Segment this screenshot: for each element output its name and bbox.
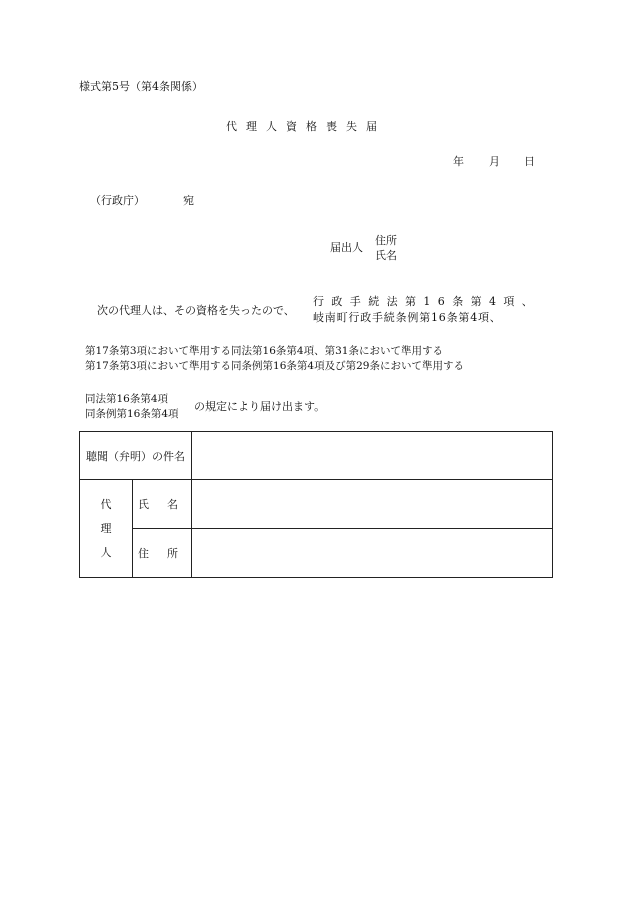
name-label-char-1: 氏 <box>138 498 149 511</box>
agent-name-row <box>80 480 553 529</box>
hearing-label: 聴聞（弁明）の件名 <box>80 432 192 480</box>
agent-info-table <box>79 431 553 578</box>
form-number: 様式第5号（第4条関係） <box>79 80 203 93</box>
month-label: 月 <box>489 155 500 168</box>
name-label-char-2: 名 <box>167 498 178 511</box>
hearing-row <box>80 432 553 480</box>
address-label <box>133 529 192 578</box>
closing-text: の規定により届け出ます。 <box>194 400 326 413</box>
day-label: 日 <box>524 155 535 168</box>
law-line-2: 岐南町行政手続条例第16条第4項、 <box>313 311 502 324</box>
agent-name-value[interactable] <box>192 480 553 529</box>
name-label <box>133 480 192 529</box>
document-title: 代理人資格喪失届 <box>226 120 386 133</box>
agent-label <box>80 480 133 578</box>
year-label: 年 <box>453 155 464 168</box>
applicant-label: 届出人 <box>330 241 363 254</box>
addressee-agency: （行政庁） <box>90 194 145 207</box>
agent-label-char-2: 理 <box>100 521 112 535</box>
agent-label-char-3: 人 <box>100 545 112 559</box>
address-label-char-2: 所 <box>167 547 178 560</box>
law-line-1: 行政手続法第16条第4項、 <box>313 295 541 308</box>
agent-address-value[interactable] <box>192 529 553 578</box>
agent-label-char-1: 代 <box>100 497 112 511</box>
hearing-value[interactable] <box>192 432 553 480</box>
ref-line-2: 同条例第16条第4項 <box>85 408 179 420</box>
address-label-char-1: 住 <box>138 547 149 560</box>
applicant-address-label: 住所 <box>375 234 397 247</box>
agent-address-row <box>80 529 553 578</box>
body-line-3: 第17条第3項において準用する同法第16条第4項、第31条において準用する <box>85 345 443 357</box>
body-line-4: 第17条第3項において準用する同条例第16条第4項及び第29条において準用する <box>85 360 464 372</box>
ref-line-1: 同法第16条第4項 <box>85 393 169 405</box>
body-intro: 次の代理人は、その資格を失ったので、 <box>97 304 295 317</box>
applicant-name-label: 氏名 <box>375 249 397 262</box>
addressee-suffix: 宛 <box>183 194 194 207</box>
